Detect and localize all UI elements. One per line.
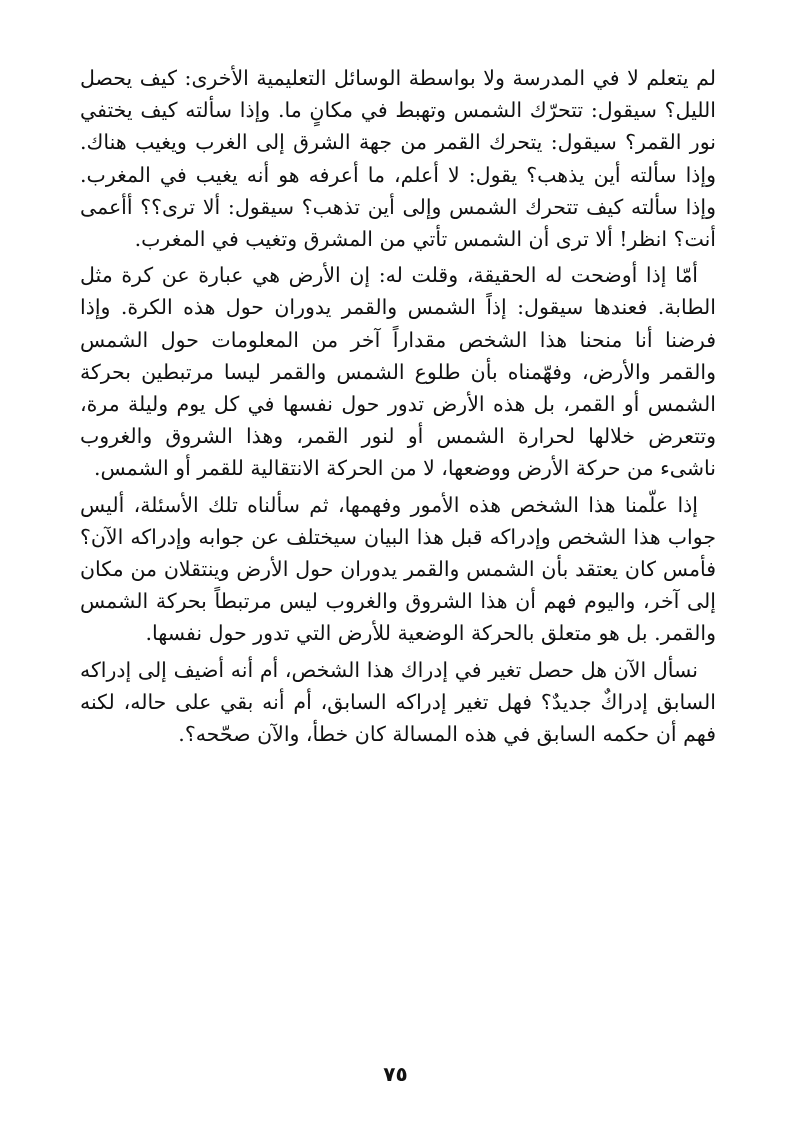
paragraph-3: إذا علّمنا هذا الشخص هذه الأمور وفهمها، ثم سألناه تلك الأسئلة، أليس جواب هذا الشخص وإدراكه قبل هذا البيان سيختلف عن جوابه وإدراكه الآن؟ فأمس كان يعتقد بأن الشمس والقمر يدوران حول الأرض وينتقلان من مكان إلى آخر، واليوم فهم أن هذا الشروق والغروب ليس مرتبطاً بحركة الشمس والقمر. بل هو متعلق بالحركة الوضعية للأرض التي تدور حول نفسها. [80,492,716,646]
paragraph-4: نسأل الآن هل حصل تغير في إدراك هذا الشخص، أم أنه أضيف إلى إدراكه السابق إدراكٌ جديدٌ؟ فهل تغير إدراكه السابق، أم أنه بقي على حاله، لكنه فهم أن حكمه السابق في هذه المسالة كان خطأ، والآن صحّحه؟. [80,657,716,747]
page-body [80,62,716,750]
paragraph-2: أمّا إذا أوضحت له الحقيقة، وقلت له: إن الأرض هي عبارة عن كرة مثل الطابة. فعندها سيقول: إذاً الشمس والقمر يدوران حول هذه الكرة. وإذا فرضنا أنا منحنا هذا الشخص مقداراً آخر من المعلومات حول الشمس والقمر والأرض، وفهّمناه بأن طلوع الشمس والقمر ليسا مرتبطين بحركة الشمس أو القمر، بل هذه الأرض تدور حول نفسها في كل يوم وليلة مرة، وتتعرض خلالها لحرارة الشمس أو لنور القمر، وهذا الشروق والغروب ناشىء من حركة الأرض ووضعها، لا من الحركة الانتقالية للقمر أو الشمس. [80,263,716,481]
paragraph-1: لم يتعلم لا في المدرسة ولا بواسطة الوسائل التعليمية الأخرى: كيف يحصل الليل؟ سيقول: تتحرّك الشمس وتهبط في مكانٍ ما. وإذا سألته كيف يختفي نور القمر؟ سيقول: يتحرك القمر من جهة الشرق إلى الغرب ويغيب هناك. وإذا سألته أين يذهب؟ يقول: لا أعلم، ما أعرفه هو أنه يغيب في المغرب. وإذا سألته كيف تتحرك الشمس وإلى أين تذهب؟ سيقول: ألا ترى؟؟ أأعمى أنت؟ انظر! ألا ترى أن الشمس تأتي من المشرق وتغيب في المغرب. [80,66,716,252]
page-number: ٧٥ [383,1062,408,1086]
